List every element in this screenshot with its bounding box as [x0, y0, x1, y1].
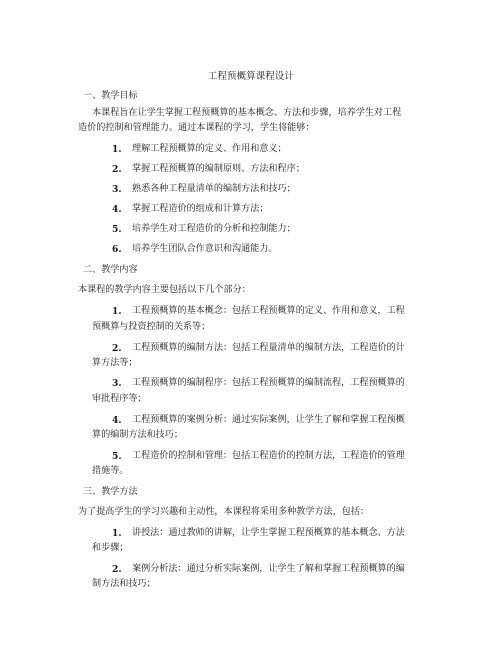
list-text: 工程预概算的编制程序：包括工程预概算的编制流程，工程预概算的: [132, 378, 405, 388]
list-number: 1.: [112, 528, 122, 539]
list-number: 2.: [112, 164, 122, 175]
list-number: 1.: [112, 144, 122, 155]
list-text-continued: 措施等。: [92, 466, 129, 476]
list-number: 4.: [112, 415, 122, 426]
list-text: 工程预概算的基本概念：包括工程预概算的定义、作用和意义，工程: [132, 306, 405, 316]
list-number: 1.: [112, 306, 122, 317]
list-number: 2.: [112, 564, 122, 575]
list-text: 掌握工程造价的组成和计算方法；: [132, 204, 269, 214]
list-number: 5.: [112, 224, 122, 235]
list-text: 掌握工程预概算的编制原则、方法和程序；: [132, 164, 305, 174]
paragraph-line: 为了提高学生的学习兴趣和主动性，本课程将采用多种教学方法，包括：: [78, 507, 370, 517]
section-heading-objectives: 一、教学目标: [83, 91, 138, 101]
list-text: 讲授法：通过教师的讲解，让学生掌握工程预概算的基本概念、方法: [132, 528, 405, 538]
list-text: 熟悉各种工程量清单的编制方法和技巧；: [132, 184, 296, 194]
list-number: 6.: [112, 244, 122, 255]
list-text-continued: 算的编制方法和技巧；: [92, 430, 183, 440]
list-text: 培养学生对工程造价的分析和控制能力；: [132, 224, 296, 234]
list-text: 培养学生团队合作意识和沟通能力。: [132, 244, 278, 254]
paragraph-line: 本课程的教学内容主要包括以下几个部分：: [78, 285, 251, 295]
paragraph-line: 造价的控制和管理能力。通过本课程的学习，学生将能够：: [78, 123, 315, 133]
list-text: 案例分析法：通过分析实际案例，让学生了解和掌握工程预概算的编: [132, 564, 405, 574]
list-text: 理解工程预概算的定义、作用和意义；: [132, 144, 287, 154]
list-text: 工程预概算的编制方法：包括工程量清单的编制方法，工程造价的计: [132, 343, 405, 353]
list-text: 工程预概算的案例分析：通过实际案例，让学生了解和掌握工程预概: [132, 415, 405, 425]
document-title: 工程预概算课程设计: [207, 71, 295, 82]
section-heading-methods: 三、教学方法: [83, 487, 138, 497]
list-number: 3.: [112, 184, 122, 195]
list-number: 4.: [112, 204, 122, 215]
list-number: 3.: [112, 378, 122, 389]
list-text-continued: 制方法和技巧；: [92, 579, 156, 589]
list-text-continued: 算方法等；: [92, 358, 138, 368]
list-text: 工程造价的控制和管理：包括工程造价的控制方法，工程造价的管理: [132, 451, 405, 461]
list-text-continued: 和步骤；: [92, 543, 129, 553]
list-text-continued: 审批程序等；: [92, 394, 147, 404]
list-text-continued: 预概算与投资控制的关系等；: [92, 322, 211, 332]
list-number: 2.: [112, 343, 122, 354]
section-heading-content: 二、教学内容: [83, 265, 138, 275]
list-number: 5.: [112, 451, 122, 462]
paragraph-line: 本课程旨在让学生掌握工程预概算的基本概念、方法和步骤，培养学生对工程: [92, 108, 402, 118]
